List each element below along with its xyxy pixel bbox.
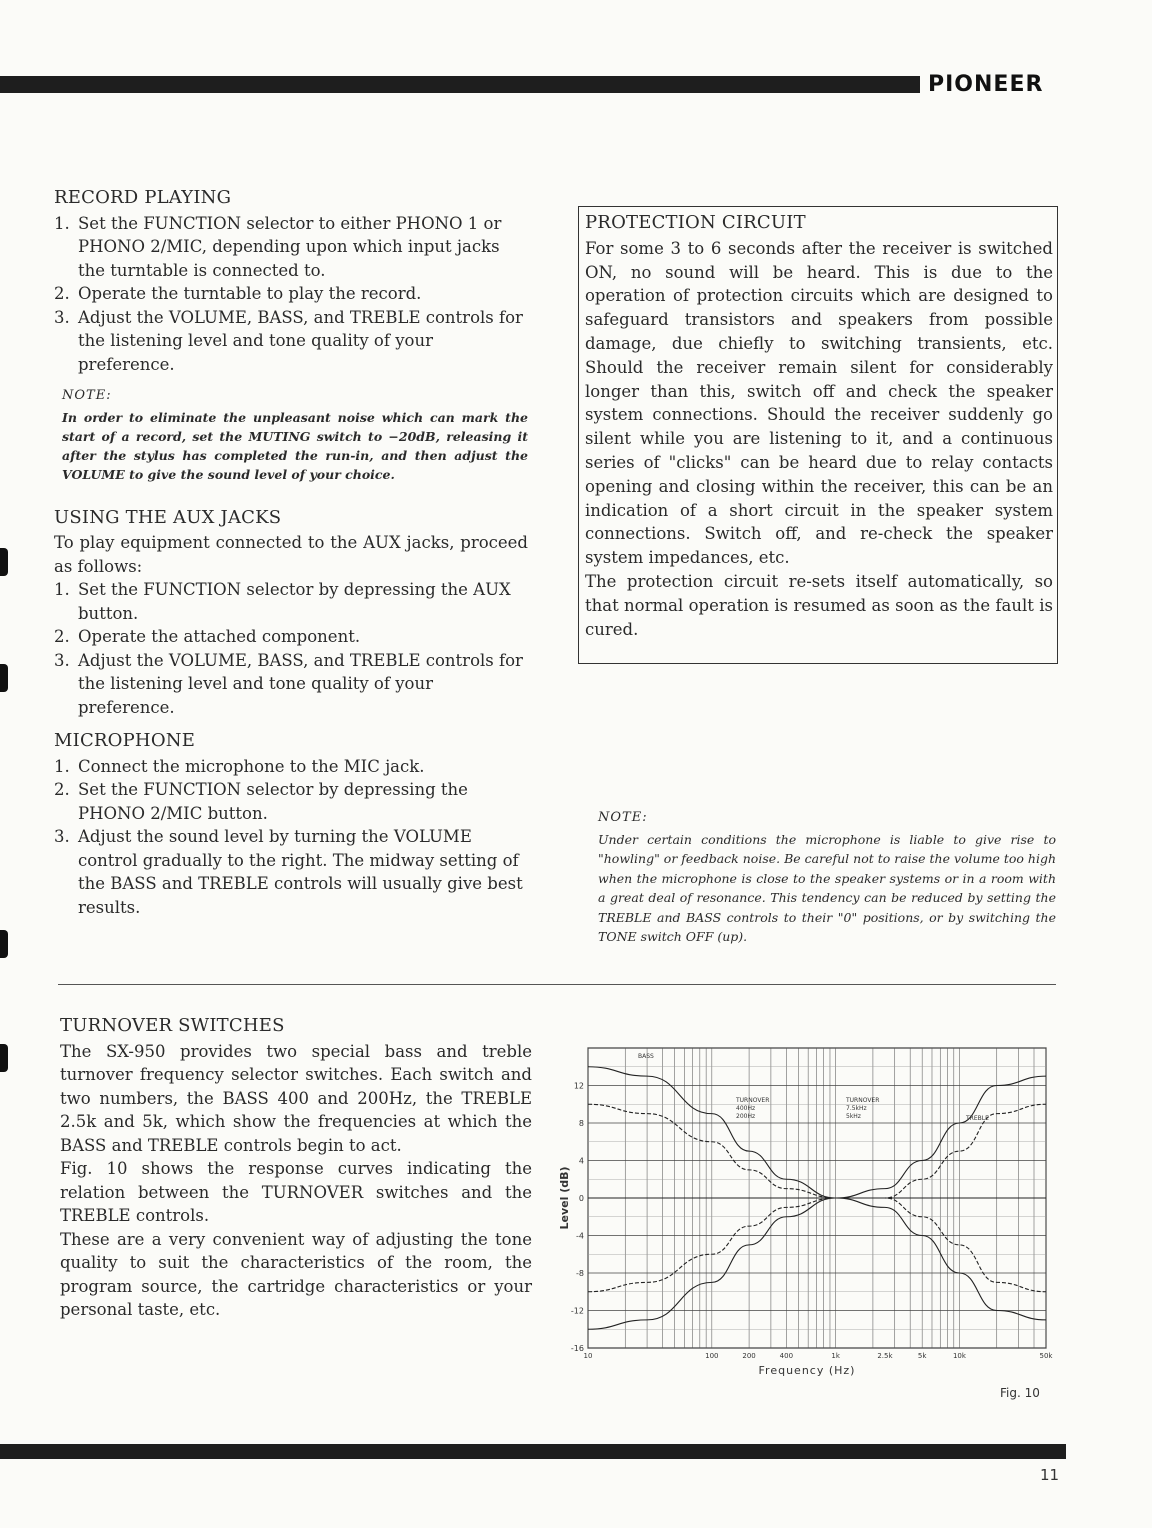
series-line (588, 1198, 1046, 1329)
turnover-section (60, 1014, 532, 1322)
y-tick-label: -4 (576, 1231, 584, 1241)
series-line (588, 1076, 1046, 1198)
chart-annotation: BASS (638, 1053, 654, 1060)
y-tick-label: 0 (578, 1194, 584, 1203)
list-item: 3. Adjust the sound level by turning the VOLUME control gradually to the right. The midway setting of the BASS and TREBLE controls will usually give best results. (54, 827, 523, 917)
list-item: 3. Adjust the VOLUME, BASS, and TREBLE controls for the listening level and tone quality of your preference. (54, 307, 523, 374)
turnover-paragraph: The SX-950 provides two special bass and treble turnover frequency selector switches. Each switch and two numbers, the BASS 400 and 200Hz, the TREBLE 2.5k and 5k, which show the frequencies at which the BASS and TREBLE controls begin to act. (60, 1041, 532, 1155)
note-heading: NOTE: (62, 388, 112, 403)
chart-annotation: 200Hz (736, 1113, 756, 1120)
list-item: 3. Adjust the VOLUME, BASS, and TREBLE controls for the listening level and tone quality of your preference. (54, 650, 523, 717)
binder-hole-mark (0, 930, 8, 958)
section-divider (58, 984, 1056, 985)
brand-logo: PIONEER (928, 72, 1044, 97)
series-line (588, 1198, 1046, 1292)
protection-circuit-box (578, 206, 1058, 664)
list-item: 2. Set the FUNCTION selector by depressing the PHONO 2/MIC button. (54, 780, 468, 823)
x-tick-label: 400 (779, 1352, 794, 1360)
section-title-protection: PROTECTION CIRCUIT (585, 212, 806, 233)
turnover-paragraph: Fig. 10 shows the response curves indicating the relation between the TURNOVER switches and the TREBLE controls. (60, 1159, 532, 1225)
series-line (588, 1067, 1046, 1198)
section-title-microphone: MICROPHONE (54, 730, 196, 751)
y-tick-label: 8 (578, 1119, 584, 1128)
note-text: In order to eliminate the unpleasant noise which can mark the start of a record, set the MUTING switch to −20dB, releasing it after the stylus has completed the run-in, and then adjust the VOLUME to give the sound level of your choice. (62, 409, 528, 482)
list-item: 1. Set the FUNCTION selector to either PHONO 1 or PHONO 2/MIC, depending upon which input jacks the turntable is connected to. (54, 213, 502, 280)
record-playing-steps (54, 212, 528, 377)
list-item: 1. Connect the microphone to the MIC jack. (54, 756, 425, 776)
x-tick-label: 200 (742, 1352, 756, 1360)
x-tick-label: 100 (705, 1352, 719, 1360)
list-item: 2. Operate the attached component. (54, 627, 361, 646)
x-tick-label: 1k (831, 1352, 840, 1360)
footer-bar (0, 1444, 1066, 1459)
x-axis-label: Frequency (Hz) (758, 1364, 856, 1377)
y-tick-label: -8 (576, 1269, 584, 1278)
chart-annotation: TREBLE (966, 1115, 989, 1122)
binder-hole-mark (0, 1044, 8, 1072)
note-heading: NOTE: (598, 810, 648, 825)
protection-paragraph: The protection circuit re-sets itself automatically, so that normal operation is resumed as soon as the fault is cured. (585, 571, 1053, 639)
y-axis-label: Level (dB) (558, 1166, 571, 1230)
microphone-note (598, 800, 1056, 947)
series-line (588, 1198, 1046, 1320)
microphone-steps (54, 755, 528, 920)
section-title-aux-jacks: USING THE AUX JACKS (54, 506, 282, 528)
x-tick-label: 10 (583, 1352, 593, 1360)
y-tick-label: -16 (570, 1344, 584, 1353)
turnover-paragraph: These are a very convenient way of adjusting the tone quality to suit the characteristics of the room, the program source, the cartridge characteristics or your personal taste, etc. (60, 1229, 532, 1319)
chart-annotation: TURNOVER (846, 1097, 880, 1104)
figure-label: Fig. 10 (1000, 1386, 1040, 1400)
x-tick-label: 50k (1039, 1352, 1053, 1360)
page-number: 11 (1040, 1466, 1060, 1484)
y-tick-label: 4 (578, 1156, 584, 1166)
binder-hole-mark (0, 548, 8, 576)
response-curve-chart (546, 1040, 1058, 1416)
header-bar (0, 76, 920, 93)
y-tick-label: -12 (570, 1306, 584, 1316)
aux-intro: To play equipment connected to the AUX jacks, proceed as follows: (54, 533, 528, 576)
chart-annotation: 5kHz (846, 1113, 861, 1120)
x-tick-label: 5k (917, 1352, 927, 1360)
record-note (54, 384, 528, 484)
list-item: 2. Operate the turntable to play the record. (54, 284, 422, 303)
section-title-record-playing: RECORD PLAYING (54, 187, 232, 208)
aux-steps (54, 578, 528, 719)
left-column (54, 186, 528, 919)
chart-annotation: TURNOVER (736, 1097, 770, 1104)
note-text: Under certain conditions the microphone is liable to give rise to "howling" or feedback noise. Be careful not to raise the volume too high when the microphone is close to the speaker systems or in a room with a great deal of resonance. This tendency can be reduced by setting the TREBLE and BASS controls to their "0" positions, or by switching the TONE switch OFF (up). (598, 831, 1056, 944)
list-item: 1. Set the FUNCTION selector by depressing the AUX button. (54, 580, 511, 623)
series-line (588, 1198, 1046, 1292)
x-tick-label: 10k (952, 1352, 966, 1360)
binder-hole-mark (0, 664, 8, 692)
y-tick-label: 12 (573, 1081, 584, 1091)
chart-annotation: 7.5kHz (846, 1105, 867, 1112)
protection-paragraph: For some 3 to 6 seconds after the receiver is switched ON, no sound will be heard. This is due to the operation of protection circuits which are designed to safeguard transistors and speakers from possible damage, due chiefly to switching transients, etc. Should the receiver remain silent for considerably longer than this, switch off and check the speaker system connections. Should the receiver suddenly go silent while you are listening to it, and a continuous series of "clicks" can be heard due to relay contacts opening and closing within the receiver, this can be an indication of a short circuit in the speaker system connections. Switch off, and re-check the speaker system impedances, etc. (585, 238, 1053, 568)
chart-annotation: 400Hz (736, 1105, 756, 1112)
section-title-turnover: TURNOVER SWITCHES (60, 1015, 285, 1036)
x-tick-label: 2.5k (877, 1352, 893, 1360)
